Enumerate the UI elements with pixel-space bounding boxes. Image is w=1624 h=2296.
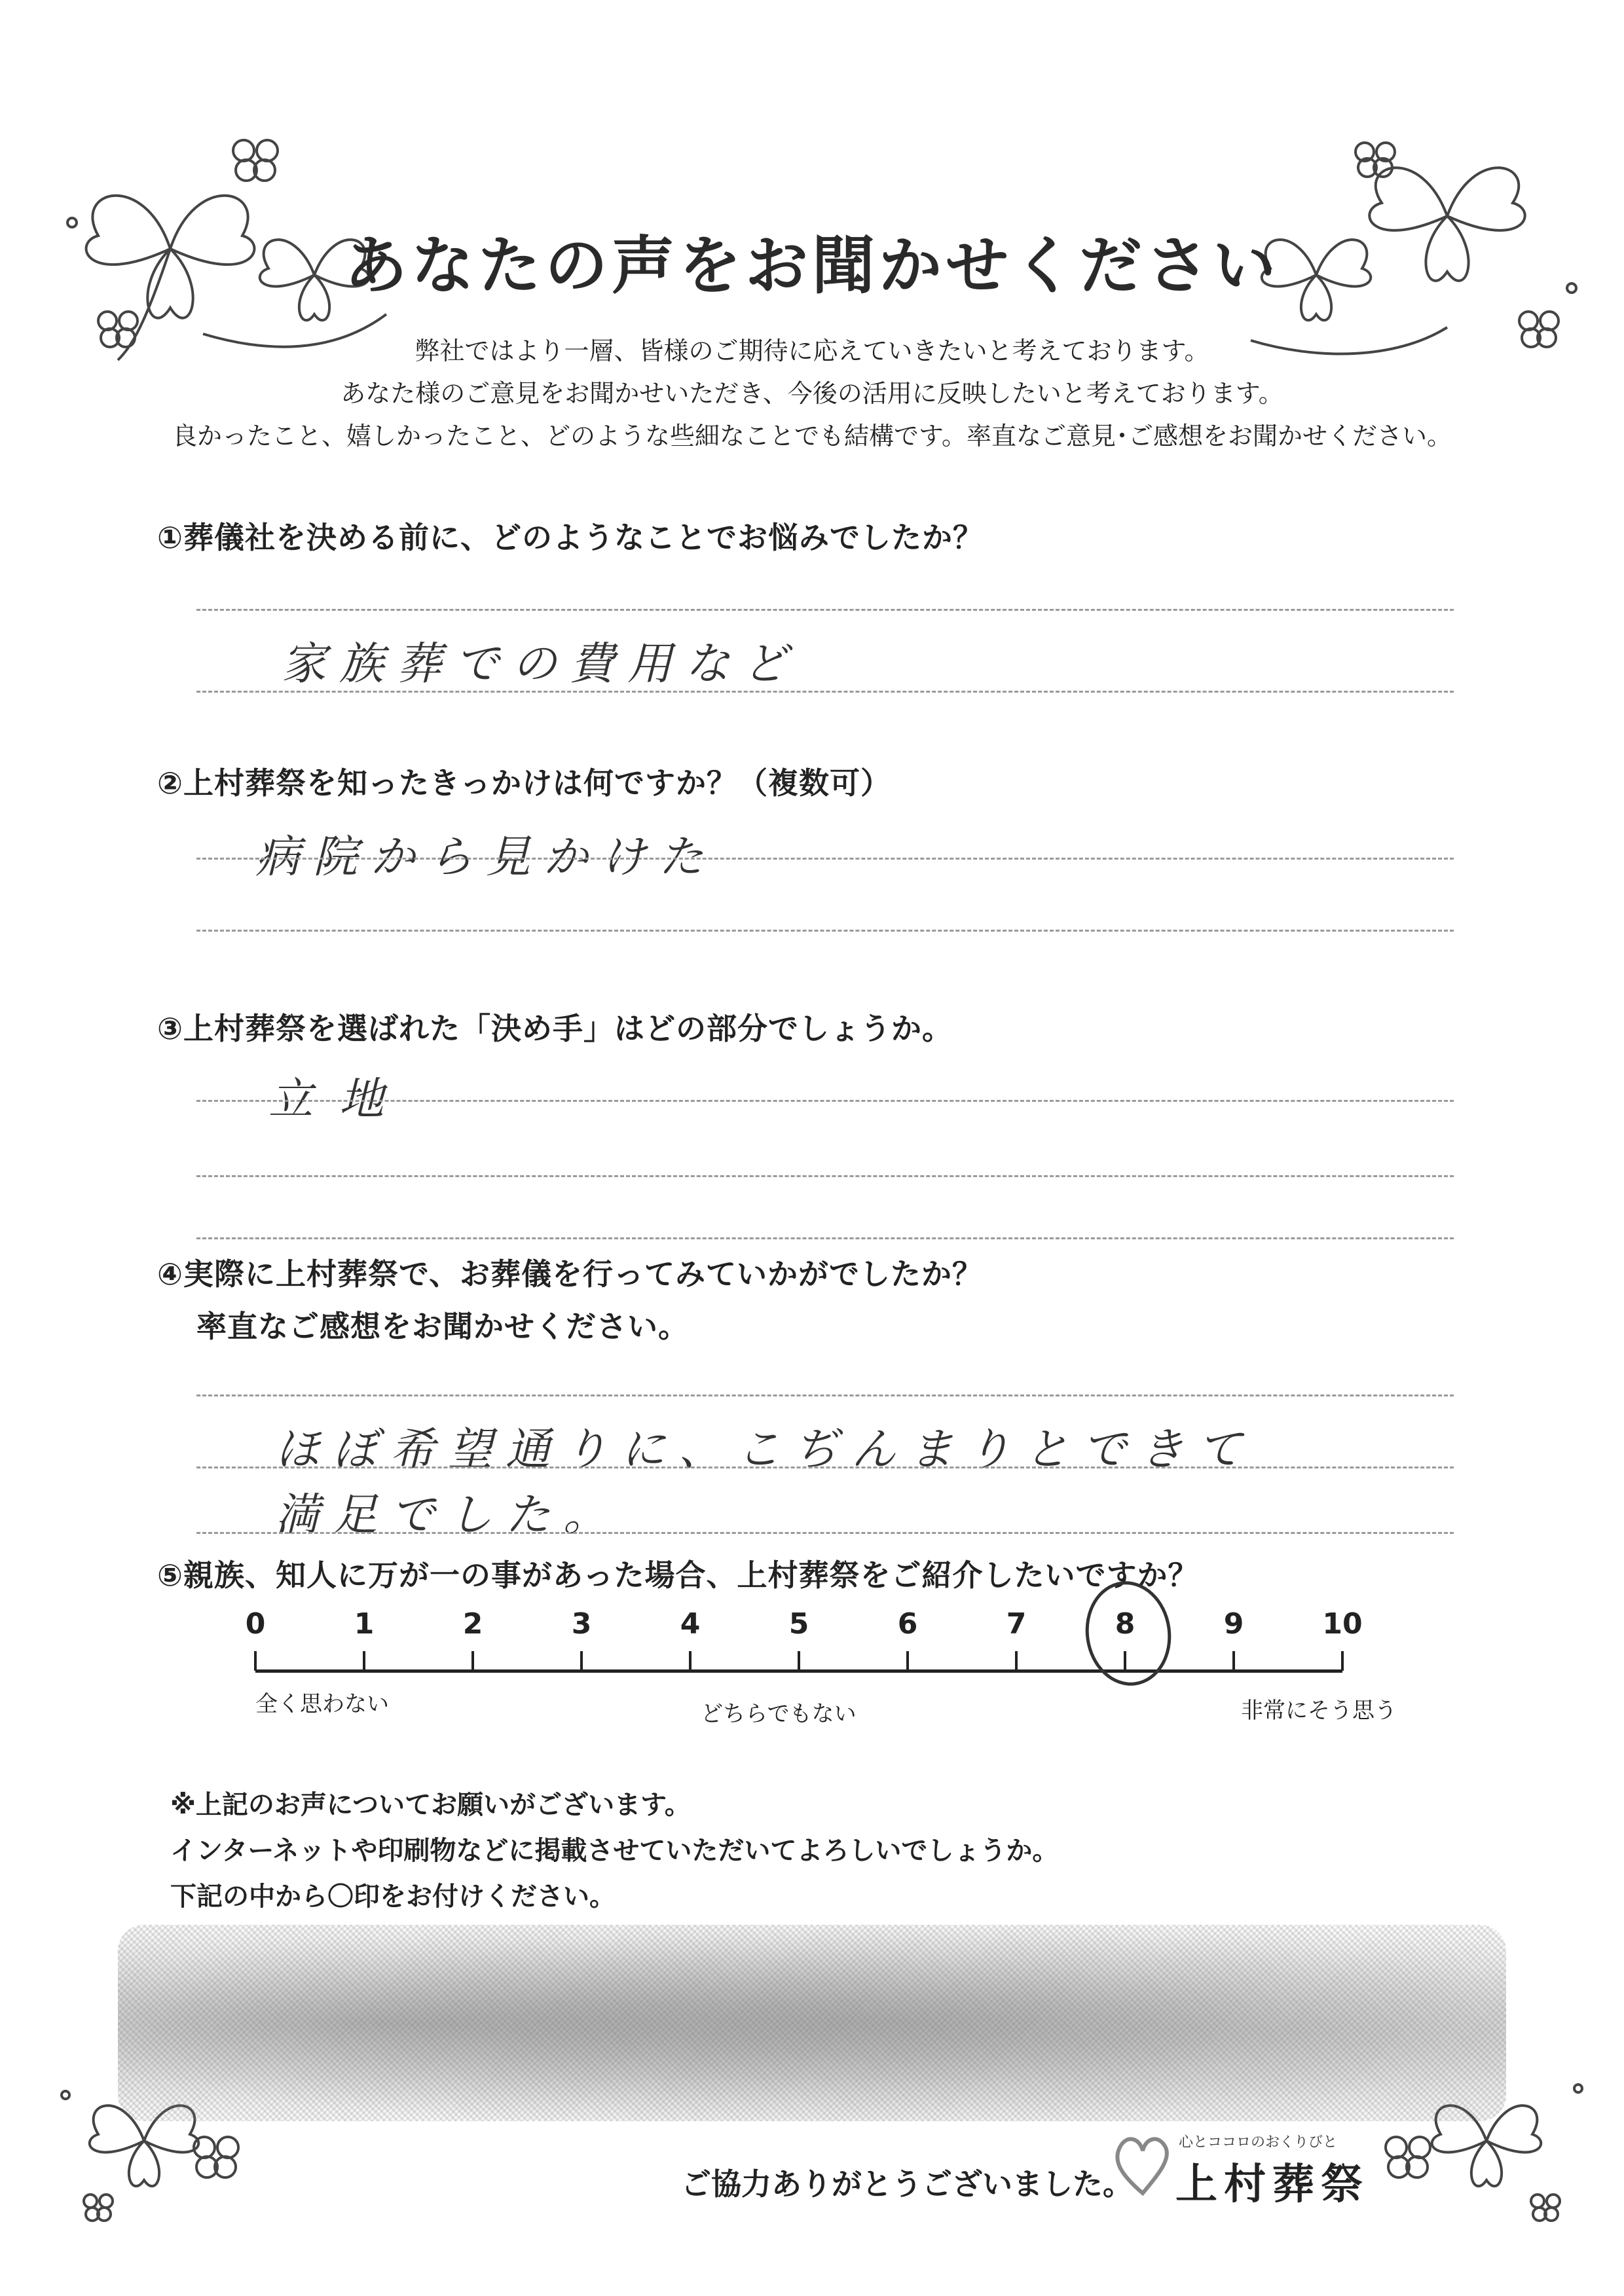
logo-tagline: 心とココロのおくりびと [1179, 2134, 1338, 2151]
answer-line [196, 1237, 1454, 1239]
question-3-label: ③上村葬祭を選ばれた「決め手」はどの部分でしょうか。 [157, 1011, 953, 1046]
answer-line [196, 1467, 1454, 1468]
intro-line-2: あなた様のご意見をお聞かせいただき、今後の活用に反映したいと考えております。 [341, 379, 1283, 408]
scale-tick [363, 1651, 365, 1671]
scale-number-6[interactable]: 6 [897, 1607, 918, 1641]
question-1-answer[interactable]: 家族葬での費用など [282, 638, 801, 690]
scale-number-3[interactable]: 3 [571, 1607, 592, 1641]
redacted-consent-area [118, 1925, 1506, 2121]
notice-line-2: インターネットや印刷物などに掲載させていただいてよろしいでしょうか。 [170, 1836, 1059, 1866]
scale-number-9[interactable]: 9 [1223, 1607, 1244, 1641]
question-4-label: ④実際に上村葬祭で、お葬儀を行ってみていかがでしたか？ [157, 1256, 984, 1292]
heart-logo-icon [1113, 2128, 1172, 2200]
scale-number-1[interactable]: 1 [354, 1607, 375, 1641]
thanks-message: ご協力ありがとうございました。 [681, 2166, 1133, 2202]
question-1-label: ①葬儀社を決める前に、どのようなことでお悩みでしたか？ [157, 520, 984, 555]
question-4-label-2: 率直なご感想をお聞かせください。 [196, 1309, 689, 1344]
company-logo-text: 上村葬祭 [1175, 2160, 1369, 2209]
answer-line [196, 858, 1454, 860]
notice-line-1: ※上記のお声についてお願いがございます。 [170, 1790, 691, 1820]
scale-tick [798, 1651, 800, 1671]
scale-number-4[interactable]: 4 [680, 1607, 701, 1641]
question-4-answer-line-2[interactable]: 満足でした。 [275, 1489, 621, 1541]
scale-left-label: 全く思わない [255, 1691, 389, 1717]
scale-tick [906, 1651, 909, 1671]
answer-line [196, 609, 1454, 611]
scale-tick [1015, 1651, 1018, 1671]
scale-number-10[interactable]: 10 [1322, 1607, 1363, 1641]
answer-line [196, 1394, 1454, 1396]
scale-number-7[interactable]: 7 [1006, 1607, 1027, 1641]
question-2-answer[interactable]: 病院から見かけた [255, 831, 717, 883]
notice-line-3: 下記の中から〇印をお付けください。 [170, 1882, 616, 1912]
scale-mid-label: どちらでもない [701, 1701, 857, 1727]
intro-line-1: 弊社ではより一層、皆様のご期待に応えていきたいと考えております。 [415, 337, 1209, 365]
answer-line [196, 1100, 1454, 1102]
answer-line [196, 930, 1454, 932]
intro-line-3: 良かったこと、嬉しかったこと、どのような些細なことでも結構です。率直なご意見･ご感想をお聞かせください。 [172, 422, 1452, 450]
scale-number-8[interactable]: 8 [1115, 1607, 1135, 1641]
scale-tick [471, 1651, 474, 1671]
answer-line [196, 1175, 1454, 1177]
scale-tick [254, 1651, 257, 1671]
scale-number-2[interactable]: 2 [462, 1607, 483, 1641]
scale-tick [1341, 1651, 1344, 1671]
answer-line [196, 1532, 1454, 1534]
question-5-label: ⑤親族、知人に万が一の事があった場合、上村葬祭をご紹介したいですか？ [157, 1558, 1199, 1593]
question-3-answer[interactable]: 立地 [268, 1074, 411, 1125]
scale-number-0[interactable]: 0 [245, 1607, 266, 1641]
scale-right-label: 非常にそう思う [1241, 1698, 1397, 1724]
scale-tick [1232, 1651, 1235, 1671]
question-2-label: ②上村葬祭を知ったきっかけは何ですか？（複数可） [157, 765, 891, 801]
scale-tick [580, 1651, 583, 1671]
scale-number-5[interactable]: 5 [788, 1607, 809, 1641]
scale-tick [689, 1651, 692, 1671]
page-title: あなたの声をお聞かせください [344, 229, 1280, 302]
answer-line [196, 691, 1454, 693]
question-4-answer-line-1[interactable]: ほぼ希望通りに、こぢんまりとできて [275, 1424, 1255, 1476]
